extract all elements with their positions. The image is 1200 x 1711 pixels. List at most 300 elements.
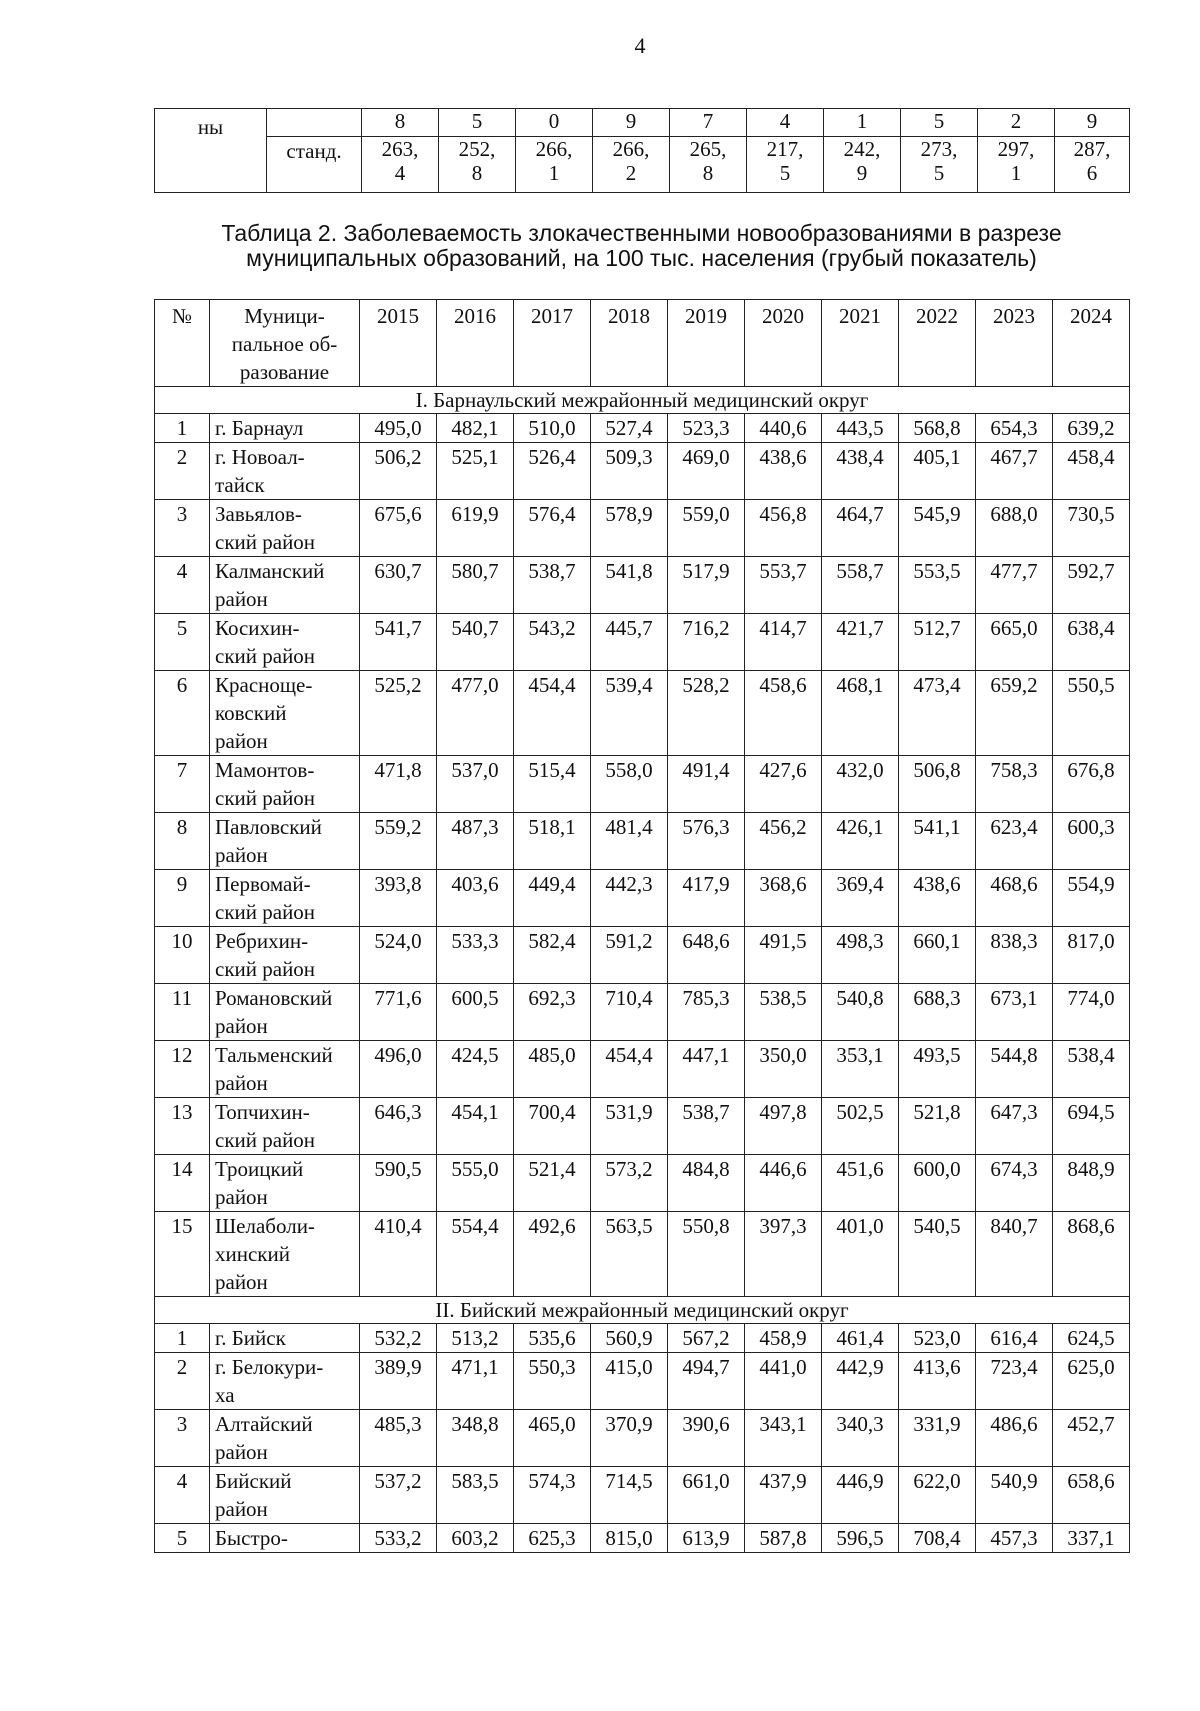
incidence-value: 544,8 <box>976 1041 1053 1098</box>
incidence-value: 580,7 <box>437 557 514 614</box>
incidence-value: 554,9 <box>1053 870 1130 927</box>
municipality-name-line: ский район <box>215 900 316 924</box>
incidence-value: 442,3 <box>591 870 668 927</box>
incidence-value: 659,2 <box>976 671 1053 756</box>
municipality-name-line: Романовский <box>215 986 333 1010</box>
municipality-name-line: ха <box>215 1383 235 1407</box>
incidence-value: 447,1 <box>668 1041 745 1098</box>
incidence-value: 467,7 <box>976 443 1053 500</box>
incidence-value: 473,4 <box>899 671 976 756</box>
incidence-value: 454,1 <box>437 1098 514 1155</box>
fragment-cell: 297, 1 <box>978 137 1055 193</box>
table-row <box>155 1155 1130 1212</box>
incidence-value: 369,4 <box>822 870 899 927</box>
incidence-value: 673,1 <box>976 984 1053 1041</box>
fragment-cell: 263, 4 <box>362 137 439 193</box>
municipality-name <box>210 557 360 614</box>
incidence-value: 573,2 <box>591 1155 668 1212</box>
municipality-name <box>210 756 360 813</box>
municipality-name <box>210 1212 360 1297</box>
incidence-value: 458,4 <box>1053 443 1130 500</box>
incidence-value: 692,3 <box>514 984 591 1041</box>
incidence-value: 350,0 <box>745 1041 822 1098</box>
incidence-value: 531,9 <box>591 1098 668 1155</box>
incidence-value: 596,5 <box>822 1524 899 1553</box>
incidence-value: 574,3 <box>514 1467 591 1524</box>
incidence-value: 485,0 <box>514 1041 591 1098</box>
incidence-value: 848,9 <box>1053 1155 1130 1212</box>
row-number: 10 <box>155 927 210 984</box>
incidence-value: 397,3 <box>745 1212 822 1297</box>
incidence-value: 688,3 <box>899 984 976 1041</box>
municipality-name-line: ский район <box>215 530 316 554</box>
table-row <box>155 927 1130 984</box>
incidence-value: 491,4 <box>668 756 745 813</box>
incidence-value: 438,6 <box>745 443 822 500</box>
municipality-name-line: г. Белокури- <box>215 1355 324 1379</box>
incidence-value: 348,8 <box>437 1410 514 1467</box>
municipality-name-line: тайск <box>215 473 265 497</box>
municipality-name-line: Краснoще- <box>215 673 313 697</box>
incidence-value: 451,6 <box>822 1155 899 1212</box>
incidence-value: 576,3 <box>668 813 745 870</box>
table-row <box>155 443 1130 500</box>
header-year: 2019 <box>668 300 745 387</box>
table-row <box>155 1467 1130 1524</box>
incidence-value: 646,3 <box>360 1098 437 1155</box>
municipality-name <box>210 1353 360 1410</box>
incidence-value: 600,0 <box>899 1155 976 1212</box>
incidence-value: 513,2 <box>437 1324 514 1353</box>
fragment-cell: 273, 5 <box>901 137 978 193</box>
incidence-value: 674,3 <box>976 1155 1053 1212</box>
incidence-value: 559,0 <box>668 500 745 557</box>
incidence-value: 502,5 <box>822 1098 899 1155</box>
incidence-value: 568,8 <box>899 414 976 443</box>
municipality-name-line: район <box>215 843 268 867</box>
section-title: I. Барнаульский межрайонный медицинский округ <box>155 387 1130 414</box>
incidence-value: 331,9 <box>899 1410 976 1467</box>
municipality-name <box>210 443 360 500</box>
incidence-value: 477,7 <box>976 557 1053 614</box>
incidence-value: 533,2 <box>360 1524 437 1553</box>
table-row <box>155 1041 1130 1098</box>
section-title: II. Бийский межрайонный медицинский округ <box>155 1297 1130 1324</box>
incidence-value: 523,3 <box>668 414 745 443</box>
municipality-name-line: район <box>215 729 268 753</box>
header-year: 2020 <box>745 300 822 387</box>
incidence-value: 495,0 <box>360 414 437 443</box>
incidence-value: 785,3 <box>668 984 745 1041</box>
municipality-name-line: Тальменский <box>215 1043 333 1067</box>
municipality-name-line: г. Барнаул <box>215 416 304 440</box>
incidence-value: 868,6 <box>1053 1212 1130 1297</box>
header-year: 2018 <box>591 300 668 387</box>
incidence-value: 538,5 <box>745 984 822 1041</box>
incidence-value: 838,3 <box>976 927 1053 984</box>
table-row <box>155 1410 1130 1467</box>
incidence-value: 454,4 <box>591 1041 668 1098</box>
header-year: 2017 <box>514 300 591 387</box>
table-row <box>155 1098 1130 1155</box>
incidence-value: 370,9 <box>591 1410 668 1467</box>
incidence-value: 417,9 <box>668 870 745 927</box>
incidence-value: 590,5 <box>360 1155 437 1212</box>
incidence-value: 452,7 <box>1053 1410 1130 1467</box>
fragment-cell: 7 <box>670 109 747 137</box>
incidence-value: 815,0 <box>591 1524 668 1553</box>
header-year: 2021 <box>822 300 899 387</box>
section-row <box>155 387 1130 414</box>
incidence-value: 401,0 <box>822 1212 899 1297</box>
row-number: 2 <box>155 443 210 500</box>
municipality-name-line: Топчихин- <box>215 1100 310 1124</box>
incidence-value: 539,4 <box>591 671 668 756</box>
incidence-value: 445,7 <box>591 614 668 671</box>
incidence-value: 469,0 <box>668 443 745 500</box>
incidence-value: 600,3 <box>1053 813 1130 870</box>
municipality-name <box>210 671 360 756</box>
table-row <box>155 756 1130 813</box>
incidence-value: 340,3 <box>822 1410 899 1467</box>
municipality-name-line: район <box>215 587 268 611</box>
incidence-value: 625,3 <box>514 1524 591 1553</box>
municipality-name-line: Шелаболи- <box>215 1214 315 1238</box>
incidence-value: 491,5 <box>745 927 822 984</box>
incidence-value: 497,8 <box>745 1098 822 1155</box>
municipality-name-line: район <box>215 1071 268 1095</box>
section-row <box>155 1297 1130 1324</box>
municipality-name-line: Троицкий <box>215 1157 304 1181</box>
incidence-value: 708,4 <box>899 1524 976 1553</box>
incidence-value: 494,7 <box>668 1353 745 1410</box>
incidence-value: 486,6 <box>976 1410 1053 1467</box>
incidence-value: 465,0 <box>514 1410 591 1467</box>
municipality-name <box>210 927 360 984</box>
incidence-value: 540,9 <box>976 1467 1053 1524</box>
incidence-value: 526,4 <box>514 443 591 500</box>
incidence-value: 540,7 <box>437 614 514 671</box>
incidence-value: 496,0 <box>360 1041 437 1098</box>
incidence-value: 541,7 <box>360 614 437 671</box>
municipality-name <box>210 614 360 671</box>
incidence-value: 456,2 <box>745 813 822 870</box>
municipality-name-line: район <box>215 1440 268 1464</box>
incidence-value: 525,1 <box>437 443 514 500</box>
incidence-value: 537,2 <box>360 1467 437 1524</box>
municipality-name <box>210 500 360 557</box>
row-number: 12 <box>155 1041 210 1098</box>
incidence-value: 543,2 <box>514 614 591 671</box>
header-municipality: Муници- пальное об- разование <box>210 300 360 387</box>
incidence-value: 560,9 <box>591 1324 668 1353</box>
municipality-name-line: ский район <box>215 644 316 668</box>
incidence-value: 538,7 <box>514 557 591 614</box>
municipality-name <box>210 1467 360 1524</box>
incidence-value: 458,6 <box>745 671 822 756</box>
header-year: 2024 <box>1053 300 1130 387</box>
fragment-cell: 5 <box>439 109 516 137</box>
incidence-value: 730,5 <box>1053 500 1130 557</box>
row-number: 7 <box>155 756 210 813</box>
municipality-name-line: Павловский <box>215 815 322 839</box>
incidence-value: 440,6 <box>745 414 822 443</box>
incidence-value: 622,0 <box>899 1467 976 1524</box>
incidence-value: 675,6 <box>360 500 437 557</box>
incidence-table <box>154 299 1130 1553</box>
incidence-value: 537,0 <box>437 756 514 813</box>
table-row <box>155 870 1130 927</box>
fragment-cell: 265, 8 <box>670 137 747 193</box>
municipality-name-line: ский район <box>215 957 316 981</box>
incidence-value: 553,7 <box>745 557 822 614</box>
incidence-value: 437,9 <box>745 1467 822 1524</box>
incidence-value: 512,7 <box>899 614 976 671</box>
incidence-value: 532,2 <box>360 1324 437 1353</box>
fragment-subrow-label: станд. <box>267 137 362 193</box>
incidence-value: 413,6 <box>899 1353 976 1410</box>
municipality-name <box>210 1041 360 1098</box>
municipality-name <box>210 1410 360 1467</box>
incidence-value: 442,9 <box>822 1353 899 1410</box>
municipality-name-line: Алтайский <box>215 1412 313 1436</box>
incidence-value: 545,9 <box>899 500 976 557</box>
incidence-value: 550,8 <box>668 1212 745 1297</box>
incidence-value: 625,0 <box>1053 1353 1130 1410</box>
municipality-name-line: ковский <box>215 701 287 725</box>
incidence-value: 498,3 <box>822 927 899 984</box>
incidence-value: 541,8 <box>591 557 668 614</box>
table-fragment <box>154 108 1130 193</box>
incidence-value: 567,2 <box>668 1324 745 1353</box>
incidence-value: 619,9 <box>437 500 514 557</box>
municipality-name <box>210 984 360 1041</box>
incidence-value: 415,0 <box>591 1353 668 1410</box>
table-caption <box>154 221 1129 271</box>
incidence-value: 457,3 <box>976 1524 1053 1553</box>
incidence-value: 578,9 <box>591 500 668 557</box>
table-row <box>155 1353 1130 1410</box>
row-number: 4 <box>155 557 210 614</box>
incidence-value: 817,0 <box>1053 927 1130 984</box>
fragment-cell: 1 <box>824 109 901 137</box>
fragment-cell: 266, 1 <box>516 137 593 193</box>
fragment-cell: 266, 2 <box>593 137 670 193</box>
municipality-name <box>210 813 360 870</box>
incidence-value: 353,1 <box>822 1041 899 1098</box>
incidence-value: 458,9 <box>745 1324 822 1353</box>
header-year: 2015 <box>360 300 437 387</box>
incidence-value: 592,7 <box>1053 557 1130 614</box>
fragment-cell: 8 <box>362 109 439 137</box>
fragment-cell: 242, 9 <box>824 137 901 193</box>
incidence-value: 660,1 <box>899 927 976 984</box>
incidence-value: 771,6 <box>360 984 437 1041</box>
incidence-value: 554,4 <box>437 1212 514 1297</box>
incidence-value: 471,1 <box>437 1353 514 1410</box>
row-number: 15 <box>155 1212 210 1297</box>
incidence-value: 518,1 <box>514 813 591 870</box>
incidence-value: 533,3 <box>437 927 514 984</box>
incidence-value: 446,6 <box>745 1155 822 1212</box>
municipality-name-line: Калманский <box>215 559 325 583</box>
incidence-value: 485,3 <box>360 1410 437 1467</box>
row-number: 13 <box>155 1098 210 1155</box>
incidence-value: 688,0 <box>976 500 1053 557</box>
row-number: 6 <box>155 671 210 756</box>
header-number: № <box>155 300 210 387</box>
fragment-cell: 9 <box>1055 109 1130 137</box>
incidence-value: 506,8 <box>899 756 976 813</box>
incidence-value: 524,0 <box>360 927 437 984</box>
table-row <box>155 1324 1130 1353</box>
incidence-value: 613,9 <box>668 1524 745 1553</box>
table-row <box>155 1212 1130 1297</box>
municipality-name-line: Мамонтов- <box>215 758 315 782</box>
incidence-value: 559,2 <box>360 813 437 870</box>
incidence-value: 493,5 <box>899 1041 976 1098</box>
incidence-value: 368,6 <box>745 870 822 927</box>
incidence-value: 758,3 <box>976 756 1053 813</box>
municipality-name-line: район <box>215 1270 268 1294</box>
table-row <box>155 557 1130 614</box>
incidence-value: 540,5 <box>899 1212 976 1297</box>
fragment-row-label: ны <box>155 109 267 193</box>
incidence-value: 623,4 <box>976 813 1053 870</box>
caption-line: муниципальных образований, на 100 тыс. населения (грубый показатель) <box>246 245 1037 271</box>
row-number: 3 <box>155 1410 210 1467</box>
incidence-value: 648,6 <box>668 927 745 984</box>
incidence-value: 639,2 <box>1053 414 1130 443</box>
row-number: 1 <box>155 1324 210 1353</box>
incidence-value: 654,3 <box>976 414 1053 443</box>
fragment-cell: 0 <box>516 109 593 137</box>
table-row <box>155 500 1130 557</box>
incidence-value: 410,4 <box>360 1212 437 1297</box>
incidence-value: 484,8 <box>668 1155 745 1212</box>
incidence-value: 550,5 <box>1053 671 1130 756</box>
row-number: 4 <box>155 1467 210 1524</box>
incidence-value: 389,9 <box>360 1353 437 1410</box>
row-number: 1 <box>155 414 210 443</box>
fragment-empty-cell <box>267 109 362 137</box>
incidence-value: 563,5 <box>591 1212 668 1297</box>
incidence-value: 482,1 <box>437 414 514 443</box>
incidence-value: 510,0 <box>514 414 591 443</box>
municipality-name-line: район <box>215 1185 268 1209</box>
table-row <box>155 614 1130 671</box>
fragment-cell: 4 <box>747 109 824 137</box>
row-number: 2 <box>155 1353 210 1410</box>
row-number: 14 <box>155 1155 210 1212</box>
incidence-value: 523,0 <box>899 1324 976 1353</box>
incidence-value: 710,4 <box>591 984 668 1041</box>
incidence-value: 774,0 <box>1053 984 1130 1041</box>
incidence-value: 665,0 <box>976 614 1053 671</box>
table-row <box>155 813 1130 870</box>
incidence-value: 714,5 <box>591 1467 668 1524</box>
incidence-value: 414,7 <box>745 614 822 671</box>
municipality-name-line: Завьялов- <box>215 502 302 526</box>
municipality-name <box>210 1324 360 1353</box>
incidence-value: 517,9 <box>668 557 745 614</box>
municipality-name-line: Бийский <box>215 1469 292 1493</box>
municipality-name-line: г. Новоал- <box>215 445 305 469</box>
row-number: 5 <box>155 1524 210 1553</box>
incidence-value: 591,2 <box>591 927 668 984</box>
header-year: 2023 <box>976 300 1053 387</box>
incidence-value: 723,4 <box>976 1353 1053 1410</box>
municipality-name <box>210 1524 360 1553</box>
incidence-value: 616,4 <box>976 1324 1053 1353</box>
municipality-name-line: Косихин- <box>215 616 300 640</box>
incidence-value: 481,4 <box>591 813 668 870</box>
incidence-value: 540,8 <box>822 984 899 1041</box>
incidence-value: 468,1 <box>822 671 899 756</box>
incidence-value: 638,4 <box>1053 614 1130 671</box>
header-year: 2022 <box>899 300 976 387</box>
incidence-value: 528,2 <box>668 671 745 756</box>
row-number: 9 <box>155 870 210 927</box>
incidence-value: 443,5 <box>822 414 899 443</box>
incidence-value: 438,6 <box>899 870 976 927</box>
page-number: 4 <box>634 33 646 58</box>
incidence-value: 427,6 <box>745 756 822 813</box>
row-number: 3 <box>155 500 210 557</box>
incidence-value: 492,6 <box>514 1212 591 1297</box>
municipality-name-line: г. Бийск <box>215 1326 286 1350</box>
municipality-name <box>210 414 360 443</box>
incidence-value: 456,8 <box>745 500 822 557</box>
table-row <box>155 109 1130 137</box>
incidence-value: 525,2 <box>360 671 437 756</box>
incidence-value: 587,8 <box>745 1524 822 1553</box>
incidence-value: 658,6 <box>1053 1467 1130 1524</box>
incidence-value: 509,3 <box>591 443 668 500</box>
incidence-value: 337,1 <box>1053 1524 1130 1553</box>
incidence-value: 426,1 <box>822 813 899 870</box>
incidence-value: 343,1 <box>745 1410 822 1467</box>
incidence-value: 550,3 <box>514 1353 591 1410</box>
incidence-value: 630,7 <box>360 557 437 614</box>
incidence-value: 471,8 <box>360 756 437 813</box>
incidence-value: 558,0 <box>591 756 668 813</box>
incidence-value: 464,7 <box>822 500 899 557</box>
incidence-value: 676,8 <box>1053 756 1130 813</box>
incidence-value: 461,4 <box>822 1324 899 1353</box>
municipality-name-line: Первомай- <box>215 872 311 896</box>
municipality-name-line: Ребрихин- <box>215 929 309 953</box>
fragment-cell: 5 <box>901 109 978 137</box>
incidence-value: 454,4 <box>514 671 591 756</box>
incidence-value: 647,3 <box>976 1098 1053 1155</box>
incidence-value: 487,3 <box>437 813 514 870</box>
incidence-value: 521,4 <box>514 1155 591 1212</box>
incidence-value: 393,8 <box>360 870 437 927</box>
incidence-value: 441,0 <box>745 1353 822 1410</box>
table-header-row <box>155 300 1130 387</box>
table-row <box>155 137 1130 193</box>
municipality-name-line: ский район <box>215 786 316 810</box>
fragment-cell: 2 <box>978 109 1055 137</box>
table-row <box>155 414 1130 443</box>
incidence-value: 694,5 <box>1053 1098 1130 1155</box>
municipality-name <box>210 870 360 927</box>
fragment-cell: 252, 8 <box>439 137 516 193</box>
incidence-value: 446,9 <box>822 1467 899 1524</box>
incidence-value: 515,4 <box>514 756 591 813</box>
incidence-value: 405,1 <box>899 443 976 500</box>
